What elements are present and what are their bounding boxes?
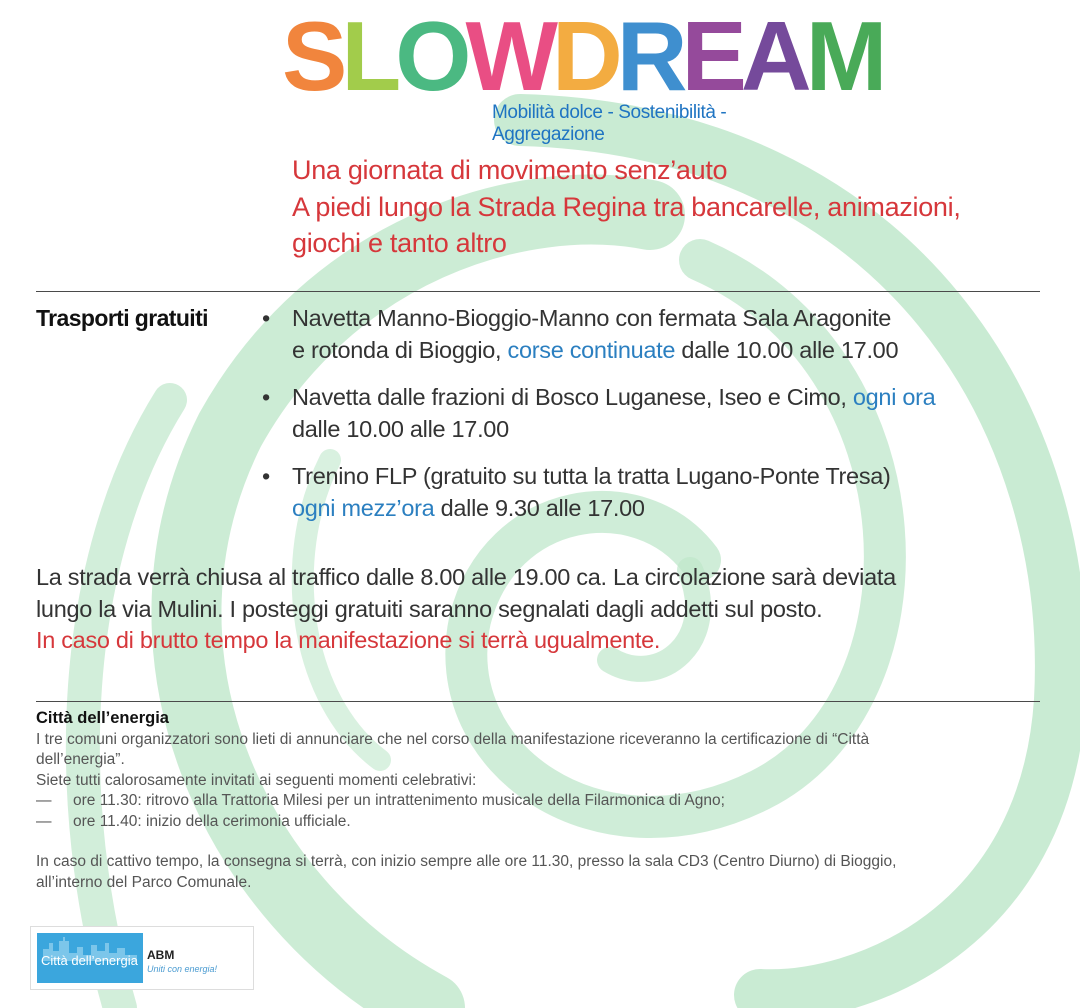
transport-item (262, 303, 1052, 366)
energia-paragraph-1-line-2: dell’energia”. (36, 751, 125, 768)
headline-line-2: A piedi lungo la Strada Regina tra bancarelle, animazioni, (292, 191, 961, 222)
notice-bad-weather: In caso di brutto tempo la manifestazione si terrà ugualmente. (36, 627, 661, 653)
transport-item (262, 382, 1052, 445)
logo-letter-d: D (551, 1, 617, 111)
headline-line-3: giochi e tanto altro (292, 228, 507, 258)
notice-line-1: La strada verrà chiusa al traffico dalle 8.00 alle 19.00 ca. La circolazione sarà deviata (36, 564, 896, 590)
moment-item (36, 791, 1046, 812)
logo-letter-r: R (616, 1, 682, 111)
energia-paragraph-3-line-2: all’interno del Parco Comunale. (36, 873, 252, 891)
logo-tagline: Mobilità dolce - Sostenibilità - Aggregazione (492, 102, 727, 145)
badge-org: ABM (147, 948, 175, 962)
badge-box-text: Città dell’energia (41, 953, 138, 968)
moment-item (36, 812, 1046, 833)
dash-marker: — (36, 792, 52, 809)
bullet-dot: • (262, 463, 270, 489)
logo-wordmark (282, 1, 882, 111)
bullet-dot: • (262, 384, 270, 410)
transport-item-1-line-2 (292, 335, 898, 367)
transport-label: Trasporti gratuiti (36, 305, 208, 331)
energia-title: Città dell’energia (36, 709, 169, 727)
moment-text: ore 11.40: inizio della cerimonia ufficiale. (73, 812, 351, 830)
road-closure-notice (36, 562, 1046, 657)
notice-line-2: lungo la via Mulini. I posteggi gratuiti saranno segnalati dagli addetti sul posto. (36, 595, 823, 622)
logo-letter-w: W (465, 1, 552, 111)
transport-item-3-line-1: Trenino FLP (gratuito su tutta la tratta Lugano-Ponte Tresa) (292, 463, 891, 489)
headline (292, 152, 1072, 262)
text-segment: dalle 10.00 alle 17.00 (675, 336, 899, 363)
highlight-ogni-ora: ogni ora (852, 384, 936, 410)
citta-energia-badge (30, 926, 254, 990)
energia-section (36, 708, 1046, 893)
badge-org-sub: Uniti con energia! (147, 964, 218, 974)
transport-item-1-line-1: Navetta Manno-Bioggio-Manno con fermata Sala Aragonite (292, 305, 892, 331)
bullet-dot: • (262, 305, 270, 331)
text-segment: dalle 9.30 alle 17.00 (434, 494, 645, 521)
energia-paragraph-2: Siete tutti calorosamente invitati ai seguenti momenti celebrativi: (36, 771, 477, 789)
divider-top (36, 291, 1040, 292)
slowdream-logo (282, 1, 882, 145)
logo-letter-s: S (282, 1, 342, 111)
energia-paragraph-3-line-1: In caso di cattivo tempo, la consegna si terrà, con inizio sempre alle ore 11.30, presso la sala CD3 (Centro Diurno) di Bioggio, (36, 853, 897, 870)
text-segment: e rotonda di Bioggio, (292, 336, 508, 363)
moment-text: ore 11.30: ritrovo alla Trattoria Milesi per un intrattenimento musicale della Filarmonica di Agno; (73, 792, 725, 809)
logo-letter-e: E (681, 1, 741, 111)
dash-marker: — (36, 812, 52, 830)
transport-list (262, 303, 1052, 540)
logo-letter-a: A (740, 1, 806, 111)
logo-letter-l: L (341, 1, 396, 111)
transport-item-2-line-2: dalle 10.00 alle 17.00 (292, 415, 509, 442)
divider-bottom (36, 701, 1040, 702)
transport-item (262, 461, 1052, 524)
logo-letter-m: M (805, 1, 882, 111)
logo-letter-o: O (395, 1, 466, 111)
text-segment: Navetta dalle frazioni di Bosco Luganese, Iseo e Cimo, (292, 384, 853, 410)
energia-paragraph-1-line-1: I tre comuni organizzatori sono lieti di annunciare che nel corso della manifestazione riceveranno la certificazione di “Città (36, 730, 870, 748)
headline-line-1: Una giornata di movimento senz’auto (292, 155, 728, 185)
highlight-corse-continuate: corse continuate (507, 336, 676, 363)
transport-item-2-line-1 (292, 382, 935, 414)
transport-item-3-line-2 (292, 493, 891, 525)
highlight-ogni-mezzora: ogni mezz’ora (292, 494, 435, 521)
